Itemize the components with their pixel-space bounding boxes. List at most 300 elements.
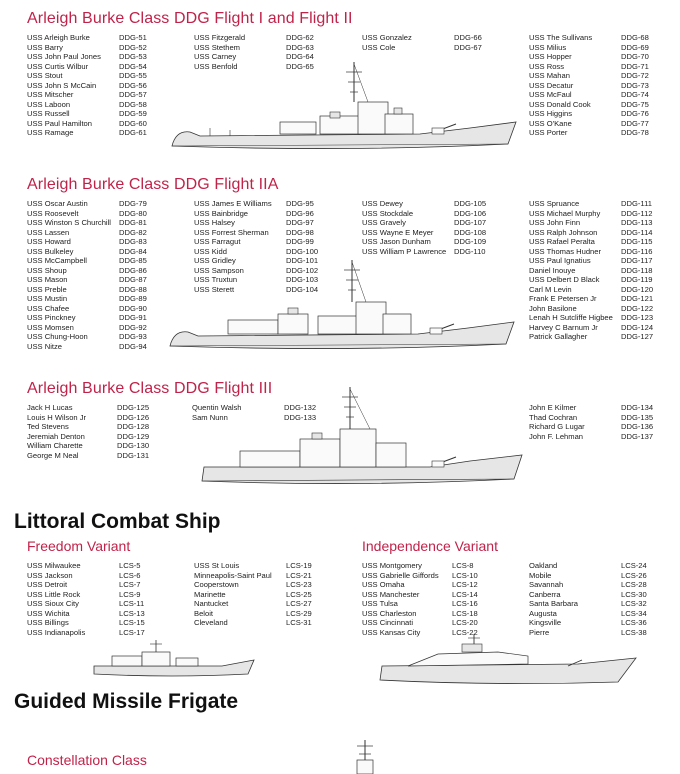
ship-name: USS Higgins [529, 109, 573, 118]
hull-number: DDG-51 [119, 33, 147, 42]
ship-entry [194, 218, 349, 228]
hull-number: LCS-21 [286, 570, 312, 580]
ship-name: USS Dewey [362, 199, 403, 208]
ship-name: USS Spruance [529, 199, 580, 208]
hull-number: LCS-29 [286, 608, 312, 618]
ship-list-col [362, 33, 517, 52]
ship-entry [529, 43, 679, 53]
hull-number: DDG-114 [621, 227, 653, 237]
ship-entry [194, 580, 344, 590]
ship-name: USS Sioux City [27, 599, 79, 608]
ship-entry [194, 199, 349, 209]
hull-number: DDG-84 [119, 246, 147, 256]
hull-number: LCS-8 [452, 561, 474, 570]
hull-number: DDG-136 [621, 422, 654, 431]
ship-name: USS Little Rock [27, 589, 81, 599]
ship-name: USS John Paul Jones [27, 52, 101, 61]
hull-number: DDG-92 [119, 322, 147, 332]
ship-entry [529, 256, 679, 266]
ship-entry [529, 332, 679, 342]
ship-name: USS Roosevelt [27, 208, 79, 218]
ship-name: USS Forrest Sherman [194, 227, 269, 237]
hull-number: LCS-6 [119, 570, 141, 580]
ship-name: Santa Barbara [529, 599, 578, 608]
hull-number: LCS-23 [286, 580, 312, 589]
hull-number: DDG-122 [621, 303, 654, 313]
ship-entry [529, 609, 679, 619]
ship-name: Harvey C Barnum Jr [529, 322, 598, 332]
ship-entry [529, 119, 679, 129]
ship-entry [362, 609, 522, 619]
hull-number: DDG-116 [621, 246, 653, 256]
hull-number: DDG-54 [119, 61, 147, 71]
hull-number: LCS-22 [452, 627, 478, 637]
hull-number: DDG-102 [286, 265, 319, 275]
ship-name: USS Detroit [27, 580, 68, 589]
ship-name: Louis H Wilson Jr [27, 412, 87, 422]
ship-entry [27, 609, 182, 619]
ship-name: Frank E Petersen Jr [529, 294, 597, 303]
ship-name: Mobile [529, 570, 552, 580]
hull-number: LCS-7 [119, 580, 141, 589]
ship-name: USS John Finn [529, 218, 581, 227]
ship-entry [529, 403, 679, 413]
ship-entry [529, 618, 679, 628]
ship-name: Minneapolis-Saint Paul [194, 570, 272, 580]
hull-number: DDG-82 [119, 227, 147, 237]
ship-name: USS Michael Murphy [529, 208, 601, 218]
ship-entry [529, 580, 679, 590]
ship-entry [529, 71, 679, 81]
frigate-mast-drawing [335, 738, 385, 774]
hull-number: DDG-60 [119, 118, 147, 128]
ship-name: Carl M Levin [529, 284, 572, 294]
hull-number: DDG-53 [119, 52, 147, 61]
ship-name: USS St Louis [194, 561, 240, 570]
hull-number: DDG-87 [119, 275, 147, 284]
hull-number: DDG-90 [119, 303, 147, 313]
hull-number: DDG-137 [621, 431, 654, 441]
ship-entry [529, 247, 679, 257]
ship-list-col [362, 199, 522, 256]
heading-littoral-combat-ship: Littoral Combat Ship [14, 510, 221, 533]
ship-name: USS Truxtun [194, 275, 238, 284]
ship-name: USS Mason [27, 275, 68, 284]
hull-number: LCS-24 [621, 561, 647, 570]
hull-number: LCS-9 [119, 589, 141, 599]
ship-name: USS Nitze [27, 341, 63, 351]
ship-entry [529, 304, 679, 314]
ship-entry [27, 323, 182, 333]
ship-entry [529, 237, 679, 247]
ship-name: USS Momsen [27, 322, 74, 332]
hull-number: DDG-74 [621, 90, 649, 99]
hull-number: LCS-15 [119, 618, 145, 627]
hull-number: DDG-97 [286, 218, 314, 227]
ship-entry [362, 580, 522, 590]
ship-entry [27, 256, 182, 266]
ship-name: USS Mahan [529, 71, 570, 80]
ship-entry [529, 422, 679, 432]
ship-entry [362, 247, 522, 257]
ship-name: USS Ralph Johnson [529, 227, 598, 237]
ship-entry [529, 228, 679, 238]
hull-number: LCS-16 [452, 599, 478, 608]
ship-entry [194, 228, 349, 238]
hull-number: DDG-77 [621, 118, 649, 128]
ship-entry [194, 237, 349, 247]
ship-name: Savannah [529, 580, 564, 589]
ship-entry [27, 599, 182, 609]
hull-number: DDG-68 [621, 33, 649, 42]
hull-number: DDG-88 [119, 284, 147, 294]
hull-number: DDG-132 [284, 403, 317, 412]
ship-entry [27, 294, 182, 304]
ship-name: USS Bainbridge [194, 208, 249, 218]
hull-number: DDG-129 [117, 431, 150, 441]
ship-name: USS James E Williams [194, 199, 272, 208]
ship-name: USS Charleston [362, 608, 417, 618]
ship-name: USS Russell [27, 109, 70, 118]
hull-number: DDG-110 [454, 246, 486, 256]
ship-name: USS Tulsa [362, 599, 398, 608]
ship-entry [529, 62, 679, 72]
hull-number: DDG-59 [119, 109, 147, 118]
hull-number: DDG-66 [454, 33, 482, 42]
ship-name: Thad Cochran [529, 412, 578, 422]
ship-entry [27, 313, 182, 323]
ship-entry [27, 266, 182, 276]
ship-name: USS McCampbell [27, 256, 87, 265]
hull-number: DDG-64 [286, 52, 314, 61]
hull-number: DDG-117 [621, 256, 653, 265]
hull-number: DDG-95 [286, 199, 314, 208]
ship-entry [27, 218, 182, 228]
hull-number: DDG-127 [621, 332, 654, 341]
ship-entry [362, 561, 522, 571]
ship-name: USS Paul Hamilton [27, 118, 92, 128]
ship-entry [529, 128, 679, 138]
hull-number: DDG-69 [621, 42, 649, 52]
hull-number: DDG-76 [621, 109, 649, 118]
ship-entry [194, 590, 344, 600]
ship-name: USS Gonzalez [362, 33, 412, 42]
hull-number: LCS-26 [621, 570, 647, 580]
hull-number: DDG-75 [621, 99, 649, 109]
ship-name: USS Sterett [194, 284, 235, 294]
ship-name: USS William P Lawrence [362, 246, 447, 256]
ship-entry [529, 275, 679, 285]
hull-number: LCS-34 [621, 608, 647, 618]
hull-number: DDG-98 [286, 227, 314, 237]
ship-entry [27, 199, 182, 209]
ship-entry [529, 52, 679, 62]
ship-name: Canberra [529, 589, 561, 599]
ship-entry [27, 304, 182, 314]
hull-number: DDG-131 [117, 450, 150, 460]
ship-name: Cooperstown [194, 580, 239, 589]
hull-number: LCS-18 [452, 608, 478, 618]
hull-number: DDG-70 [621, 52, 649, 61]
ship-name: John F. Lehman [529, 431, 584, 441]
ship-list-col [27, 403, 182, 460]
ship-entry [529, 109, 679, 119]
ship-name: John Basilone [529, 303, 577, 313]
ship-name: USS Porter [529, 128, 568, 137]
ship-entry [194, 33, 349, 43]
ship-entry [27, 62, 182, 72]
ship-entry [27, 451, 182, 461]
hull-number: DDG-55 [119, 71, 147, 80]
hull-number: DDG-111 [621, 199, 652, 208]
ship-name: USS Montgomery [362, 561, 422, 570]
ship-name: USS John S McCain [27, 80, 97, 90]
hull-number: DDG-99 [286, 237, 314, 246]
hull-number: DDG-85 [119, 256, 147, 265]
ship-name: Pierre [529, 627, 550, 637]
ship-entry [529, 599, 679, 609]
hull-number: DDG-118 [621, 265, 653, 275]
ship-entry [529, 323, 679, 333]
ship-name: USS Gridley [194, 256, 236, 265]
ship-name: John E Kilmer [529, 403, 577, 412]
ship-entry [529, 571, 679, 581]
ship-list-col [27, 199, 182, 351]
ship-entry [27, 43, 182, 53]
ship-name: USS Donald Cook [529, 99, 591, 109]
hull-number: LCS-17 [119, 627, 145, 637]
ship-name: USS Curtis Wilbur [27, 61, 89, 71]
hull-number: DDG-124 [621, 322, 654, 332]
ship-entry [529, 33, 679, 43]
hull-number: LCS-10 [452, 570, 478, 580]
ship-list-col [529, 561, 679, 637]
ship-entry [362, 590, 522, 600]
ship-name: Nantucket [194, 599, 229, 608]
ship-entry [194, 571, 344, 581]
ship-entry [27, 628, 182, 638]
ship-entry [194, 247, 349, 257]
ship-name: USS Milius [529, 42, 567, 52]
hull-number: DDG-126 [117, 412, 150, 422]
ship-entry [529, 90, 679, 100]
ship-name: USS Arleigh Burke [27, 33, 90, 42]
hull-number: DDG-57 [119, 90, 147, 99]
ship-entry [27, 618, 182, 628]
ship-entry [27, 432, 182, 442]
hull-number: DDG-100 [286, 246, 319, 256]
hull-number: LCS-32 [621, 599, 647, 608]
ship-name: Lenah H Sutcliffe Higbee [529, 313, 613, 322]
ship-name: Marinette [194, 589, 226, 599]
hull-number: DDG-89 [119, 294, 147, 303]
ship-entry [27, 441, 182, 451]
ship-entry [362, 43, 517, 53]
ship-entry [362, 237, 522, 247]
ship-entry [194, 609, 344, 619]
ship-entry [27, 275, 182, 285]
ship-entry [27, 332, 182, 342]
ship-list-col [529, 33, 679, 138]
ship-list-col [529, 199, 679, 342]
ship-name: USS Fitzgerald [194, 33, 246, 42]
ship-entry [529, 209, 679, 219]
hull-number: LCS-38 [621, 627, 647, 637]
ship-entry [194, 561, 344, 571]
ship-name: George M Neal [27, 450, 79, 460]
ship-list-col [27, 561, 182, 637]
ship-entry [529, 413, 679, 423]
ship-entry [27, 119, 182, 129]
ship-name: USS Sampson [194, 265, 244, 275]
ship-name: USS Mustin [27, 294, 68, 303]
ship-name: USS Benfold [194, 61, 238, 71]
ship-entry [362, 228, 522, 238]
ship-name: USS Chafee [27, 303, 70, 313]
hull-number: LCS-13 [119, 608, 145, 618]
hull-number: DDG-61 [119, 128, 147, 137]
hull-number: DDG-120 [621, 284, 654, 294]
hull-number: DDG-91 [119, 313, 147, 322]
hull-number: DDG-109 [454, 237, 487, 246]
ship-name: USS Barry [27, 42, 63, 52]
hull-number: DDG-58 [119, 99, 147, 109]
ship-entry [529, 285, 679, 295]
ship-entry [27, 285, 182, 295]
ship-name: USS Jason Dunham [362, 237, 431, 246]
ship-name: USS Delbert D Black [529, 275, 600, 284]
ship-entry [362, 209, 522, 219]
ship-entry [27, 100, 182, 110]
hull-number: DDG-128 [117, 422, 150, 431]
ship-name: Ted Stevens [27, 422, 69, 431]
ship-list-col [529, 403, 679, 441]
ship-name: USS Cincinnati [362, 618, 414, 627]
ship-name: USS Laboon [27, 99, 71, 109]
hull-number: DDG-133 [284, 412, 317, 422]
ship-entry [194, 43, 349, 53]
ship-entry [27, 580, 182, 590]
ship-name: USS Farragut [194, 237, 241, 246]
ship-entry [529, 218, 679, 228]
ship-name: USS Mitscher [27, 90, 74, 99]
ship-name: USS O'Kane [529, 118, 572, 128]
ship-name: USS Decatur [529, 80, 574, 90]
ship-name: USS Omaha [362, 580, 405, 589]
ship-entry [362, 618, 522, 628]
ship-entry [27, 571, 182, 581]
ship-name: USS McFaul [529, 90, 572, 99]
ship-list-col [362, 561, 522, 637]
ship-name: Patrick Gallagher [529, 332, 588, 341]
ship-entry [362, 218, 522, 228]
ship-entry [27, 52, 182, 62]
hull-number: LCS-19 [286, 561, 312, 570]
ship-name: USS Manchester [362, 589, 420, 599]
hull-number: DDG-123 [621, 313, 654, 322]
hull-number: DDG-130 [117, 441, 150, 450]
hull-number: LCS-12 [452, 580, 478, 589]
ship-name: USS Stockdale [362, 208, 414, 218]
ship-entry [529, 590, 679, 600]
ship-name: USS Cole [362, 42, 396, 52]
ship-name: USS Pinckney [27, 313, 76, 322]
sub-title-independence-variant: Independence Variant [362, 538, 498, 554]
ship-entry [529, 266, 679, 276]
ship-entry [362, 33, 517, 43]
ship-entry [529, 432, 679, 442]
hull-number: DDG-113 [621, 218, 653, 227]
hull-number: DDG-73 [621, 80, 649, 90]
ship-name: USS Halsey [194, 218, 235, 227]
hull-number: DDG-93 [119, 332, 147, 341]
hull-number: DDG-108 [454, 227, 487, 237]
hull-number: DDG-80 [119, 208, 147, 218]
hull-number: DDG-86 [119, 265, 147, 275]
ship-entry [529, 100, 679, 110]
hull-number: DDG-56 [119, 80, 147, 90]
ship-name: USS Hopper [529, 52, 572, 61]
hull-number: DDG-105 [454, 199, 487, 208]
hull-number: LCS-30 [621, 589, 647, 599]
hull-number: LCS-27 [286, 599, 312, 608]
hull-number: LCS-28 [621, 580, 647, 589]
ship-name: USS Oscar Austin [27, 199, 88, 208]
hull-number: DDG-96 [286, 208, 314, 218]
hull-number: LCS-14 [452, 589, 478, 599]
ship-name: Daniel Inouye [529, 265, 576, 275]
ship-name: USS Shoup [27, 265, 67, 275]
ship-entry [27, 90, 182, 100]
hull-number: DDG-83 [119, 237, 147, 246]
ship-name: USS Wichita [27, 608, 70, 618]
ship-entry [27, 237, 182, 247]
ship-name: USS Ramage [27, 128, 74, 137]
ship-name: USS Kansas City [362, 627, 421, 637]
destroyer-flight-3-ship-drawing [200, 385, 525, 490]
ship-name: Jeremiah Denton [27, 431, 85, 441]
ship-entry [529, 294, 679, 304]
ship-name: Kingsville [529, 618, 562, 627]
hull-number: DDG-72 [621, 71, 649, 80]
ship-name: USS Carney [194, 52, 237, 61]
sub-title-constellation-class: Constellation Class [27, 752, 147, 768]
ship-name: USS Paul Ignatius [529, 256, 591, 265]
hull-number: DDG-125 [117, 403, 150, 412]
ship-name: Richard G Lugar [529, 422, 585, 431]
hull-number: DDG-119 [621, 275, 653, 284]
hull-number: DDG-115 [621, 237, 653, 246]
hull-number: DDG-103 [286, 275, 319, 284]
section-title-flight-1-2: Arleigh Burke Class DDG Flight I and Flight II [27, 10, 353, 27]
ship-name: USS Milwaukee [27, 561, 81, 570]
ship-name: USS Bulkeley [27, 246, 74, 256]
ship-entry [362, 199, 522, 209]
hull-number: DDG-94 [119, 341, 147, 351]
ship-name: USS Gravely [362, 218, 406, 227]
ship-name: Cleveland [194, 618, 228, 627]
ship-entry [27, 590, 182, 600]
ship-name: USS Lassen [27, 227, 70, 237]
ship-name: USS Stethem [194, 42, 241, 52]
ship-entry [194, 209, 349, 219]
ship-entry [27, 413, 182, 423]
ship-entry [362, 571, 522, 581]
ship-entry [194, 618, 344, 628]
hull-number: DDG-134 [621, 403, 654, 412]
hull-number: DDG-63 [286, 42, 314, 52]
hull-number: LCS-5 [119, 561, 141, 570]
